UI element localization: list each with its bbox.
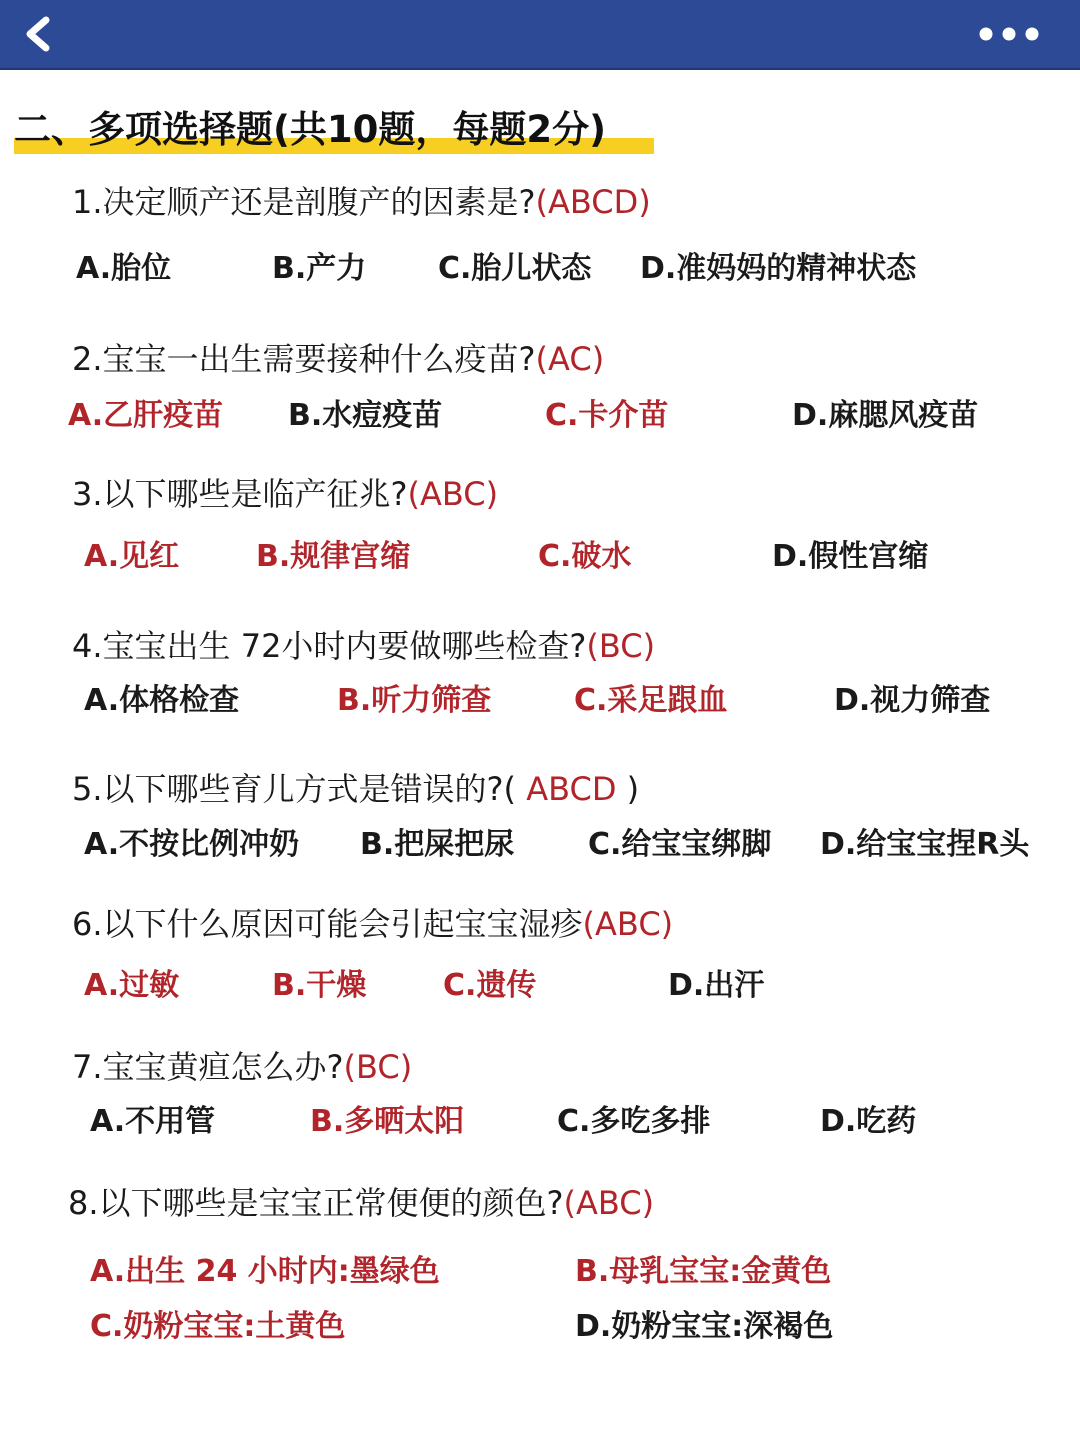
question-text: 2.宝宝一出生需要接种什么疫苗? xyxy=(72,340,536,378)
option-1a[interactable]: A.胎位 xyxy=(76,251,172,286)
question-text: 5.以下哪些育儿方式是错误的?( xyxy=(72,770,517,808)
question-text: 1.决定顺产还是剖腹产的因素是? xyxy=(72,183,536,221)
option-3b[interactable]: B.规律宫缩 xyxy=(256,539,411,574)
option-2a[interactable]: A.乙肝疫苗 xyxy=(68,398,224,433)
option-6d[interactable]: D.出汗 xyxy=(668,968,765,1003)
question-3 xyxy=(72,474,498,514)
option-5b[interactable]: B.把屎把尿 xyxy=(360,827,515,862)
question-7 xyxy=(72,1047,412,1087)
question-text: 7.宝宝黄疸怎么办? xyxy=(72,1048,344,1086)
chevron-left-icon xyxy=(18,14,58,54)
question-5 xyxy=(72,769,639,809)
question-answer: (ABC) xyxy=(407,475,499,513)
section-title: 二、多项选择题(共10题，每题2分) xyxy=(14,108,607,151)
question-text: 4.宝宝出生 72小时内要做哪些检查? xyxy=(72,627,587,665)
option-8a[interactable]: A.出生 24 小时内:墨绿色 xyxy=(90,1254,440,1289)
option-8d[interactable]: D.奶粉宝宝:深褐色 xyxy=(575,1309,834,1344)
question-answer: (AC) xyxy=(535,340,605,378)
question-text: 8.以下哪些是宝宝正常便便的颜色? xyxy=(68,1184,564,1222)
option-7c[interactable]: C.多吃多排 xyxy=(557,1104,711,1139)
question-6 xyxy=(72,904,673,944)
question-8 xyxy=(68,1183,654,1223)
more-button[interactable] xyxy=(978,22,1040,46)
option-2b[interactable]: B.水痘疫苗 xyxy=(288,398,443,433)
question-answer: (BC) xyxy=(343,1048,413,1086)
option-4a[interactable]: A.体格检查 xyxy=(84,683,240,718)
option-3c[interactable]: C.破水 xyxy=(538,539,632,574)
option-4c[interactable]: C.采足跟血 xyxy=(574,683,728,718)
question-answer: (ABCD) xyxy=(535,183,651,221)
option-2d[interactable]: D.麻腮风疫苗 xyxy=(792,398,979,433)
option-5a[interactable]: A.不按比例冲奶 xyxy=(84,827,300,862)
question-tail: ) xyxy=(626,770,640,808)
question-2 xyxy=(72,339,604,379)
question-4 xyxy=(72,626,655,666)
option-8c[interactable]: C.奶粉宝宝:土黄色 xyxy=(90,1309,346,1344)
option-4b[interactable]: B.听力筛查 xyxy=(337,683,492,718)
option-6c[interactable]: C.遗传 xyxy=(443,968,537,1003)
question-answer: ABCD xyxy=(516,770,627,808)
question-answer: (ABC) xyxy=(582,905,674,943)
question-answer: (BC) xyxy=(586,627,656,665)
question-answer: (ABC) xyxy=(563,1184,655,1222)
question-1 xyxy=(72,182,651,222)
more-dots-icon xyxy=(978,22,1040,46)
option-7b[interactable]: B.多晒太阳 xyxy=(310,1104,465,1139)
option-6a[interactable]: A.过敏 xyxy=(84,968,180,1003)
question-text: 3.以下哪些是临产征兆? xyxy=(72,475,408,513)
option-3a[interactable]: A.见红 xyxy=(84,539,180,574)
back-button[interactable] xyxy=(18,14,58,54)
option-3d[interactable]: D.假性宫缩 xyxy=(772,539,929,574)
option-5d[interactable]: D.给宝宝捏R头 xyxy=(820,827,1030,862)
option-1c[interactable]: C.胎儿状态 xyxy=(438,251,592,286)
option-8b[interactable]: B.母乳宝宝:金黄色 xyxy=(575,1254,832,1289)
option-7d[interactable]: D.吃药 xyxy=(820,1104,917,1139)
option-7a[interactable]: A.不用管 xyxy=(90,1104,216,1139)
option-6b[interactable]: B.干燥 xyxy=(272,968,367,1003)
section-heading xyxy=(14,104,606,160)
question-text: 6.以下什么原因可能会引起宝宝湿疹 xyxy=(72,905,583,943)
top-bar xyxy=(0,0,1080,70)
option-2c[interactable]: C.卡介苗 xyxy=(545,398,669,433)
option-5c[interactable]: C.给宝宝绑脚 xyxy=(588,827,772,862)
option-1b[interactable]: B.产力 xyxy=(272,251,367,286)
option-1d[interactable]: D.准妈妈的精神状态 xyxy=(640,251,917,286)
option-4d[interactable]: D.视力筛查 xyxy=(834,683,991,718)
